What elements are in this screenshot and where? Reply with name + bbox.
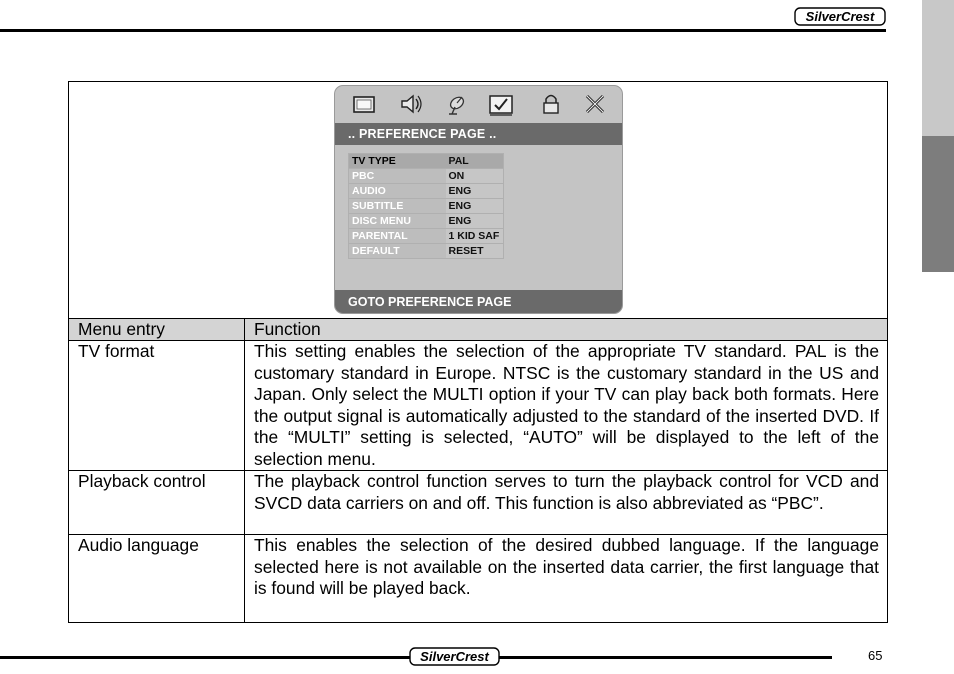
footer-logo-text: SilverCrest [420, 649, 489, 664]
osd-menu-key: DEFAULT [349, 244, 446, 259]
osd-menu-row [349, 199, 504, 214]
header-brand-logo [794, 7, 886, 26]
osd-menu-row [349, 169, 504, 184]
osd-menu-value: 1 KID SAF [446, 229, 504, 244]
table-row [69, 471, 888, 535]
speaker-icon [397, 91, 425, 117]
footer-rule-right [497, 656, 832, 659]
osd-preference-page [334, 85, 623, 314]
osd-menu-value: ENG [446, 214, 504, 229]
osd-title: .. PREFERENCE PAGE .. [335, 123, 622, 145]
osd-icon-bar [335, 86, 622, 122]
osd-menu-value: ENG [446, 184, 504, 199]
osd-menu-row [349, 214, 504, 229]
osd-menu-value: PAL [446, 154, 504, 169]
column-header-menu-entry: Menu entry [69, 319, 245, 341]
table-row [69, 341, 888, 471]
osd-menu-key: SUBTITLE [349, 199, 446, 214]
column-header-function: Function [245, 319, 888, 341]
table-header-row [69, 319, 888, 341]
osd-menu-row [349, 244, 504, 259]
exit-icon [581, 91, 609, 117]
osd-menu-key: DISC MENU [349, 214, 446, 229]
menu-function-table [68, 81, 888, 623]
page-number: 65 [868, 648, 883, 663]
osd-menu-value: ON [446, 169, 504, 184]
side-tab-current [922, 136, 954, 272]
osd-menu-row [349, 154, 504, 169]
lock-icon [537, 91, 565, 117]
function-cell: This enables the selection of the desired dubbed language. If the language selected here is not available on the inserted data carrier, the first language that is found will be played back. [245, 535, 888, 623]
osd-menu-row [349, 229, 504, 244]
menu-entry-cell: TV format [69, 341, 245, 471]
osd-screenshot-cell [69, 82, 888, 319]
function-cell: The playback control function serves to turn the playback control for VCD and SVCD data carriers on and off. This function is also abbreviated as “PBC”. [245, 471, 888, 535]
osd-menu-row [349, 184, 504, 199]
monitor-icon [350, 91, 378, 117]
osd-menu-key: AUDIO [349, 184, 446, 199]
osd-menu-key: TV TYPE [349, 154, 446, 169]
checkmark-icon [487, 91, 515, 117]
osd-menu-key: PARENTAL [349, 229, 446, 244]
menu-entry-cell: Audio language [69, 535, 245, 623]
satellite-icon [443, 91, 471, 117]
footer-brand-logo [409, 647, 500, 666]
header-rule [0, 29, 886, 32]
osd-menu-key: PBC [349, 169, 446, 184]
osd-footer: GOTO PREFERENCE PAGE [335, 290, 622, 314]
footer-rule-left [0, 656, 412, 659]
function-cell: This setting enables the selection of the appropriate TV standard. PAL is the customary standard in Europe. NTSC is the customary standard in the US and Japan. Only select the MULTI option if your TV can play back both formats. Here the output signal is automatically adjusted to the standard of the inserted DVD. If the “MULTI” setting is selected, “AUTO” will be displayed to the left of the selection menu. [245, 341, 888, 471]
osd-menu-value: RESET [446, 244, 504, 259]
osd-menu-value: ENG [446, 199, 504, 214]
side-tab-upper [922, 0, 954, 136]
table-row [69, 535, 888, 623]
osd-menu-list [348, 153, 504, 259]
header-logo-text: SilverCrest [805, 9, 875, 24]
menu-entry-cell: Playback control [69, 471, 245, 535]
